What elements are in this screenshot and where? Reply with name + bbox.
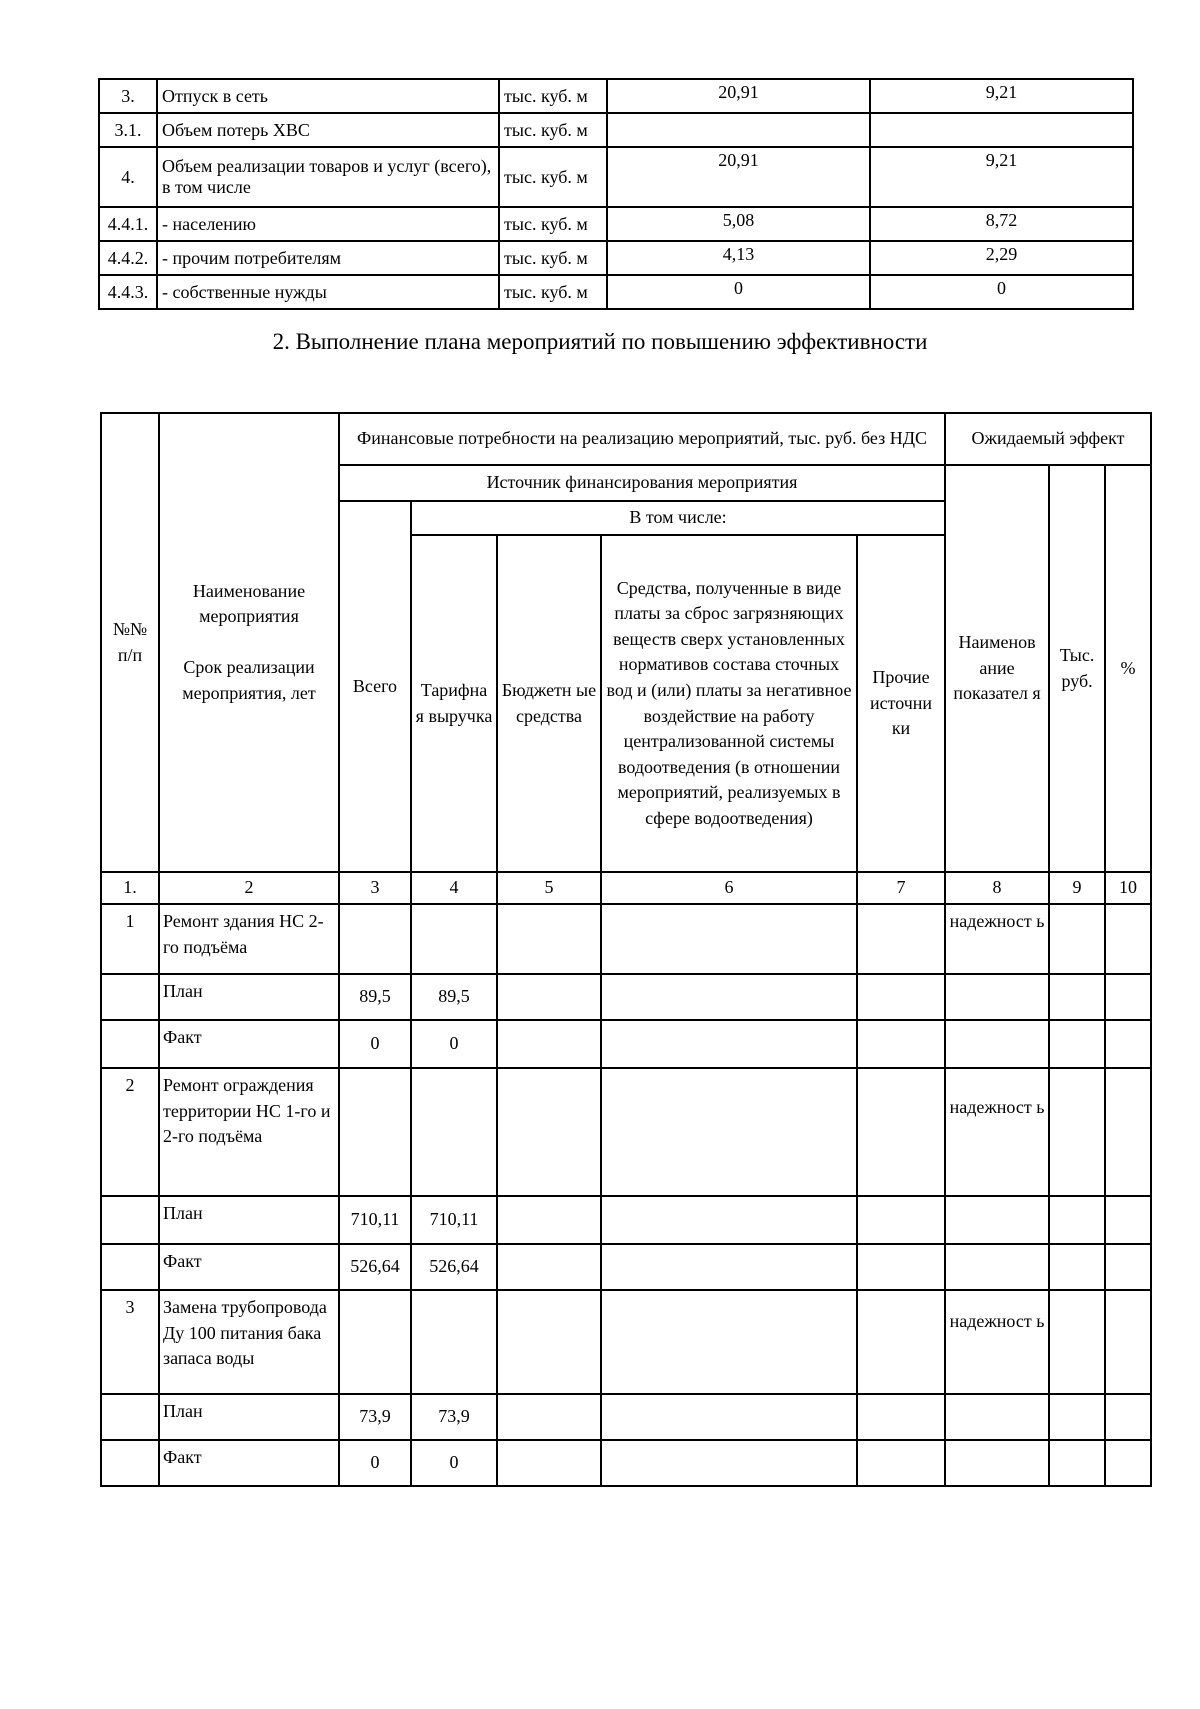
fact-tariff: 526,64 <box>411 1244 497 1290</box>
header-fees: Средства, полученные в виде платы за сброс загрязняющих веществ сверх установленных нормативов состава сточных вод и (или) платы за негативное воздействие на работу централизованной системы водоотведения (в отношении мероприятий, реализуемых в сфере водоотведения) <box>601 535 857 872</box>
row-name: Объем реализации товаров и услуг (всего), в том числе <box>157 147 499 207</box>
item-indicator: надежност ь <box>945 1068 1049 1196</box>
table-row <box>99 79 1133 113</box>
item-number: 1 <box>101 904 159 974</box>
item-indicator: надежност ь <box>945 904 1049 974</box>
header-row <box>101 413 1151 465</box>
plan-tariff: 89,5 <box>411 974 497 1020</box>
header-total: Всего <box>339 501 411 872</box>
plan-row <box>101 1196 1151 1244</box>
row-number: 4.4.1. <box>99 207 157 241</box>
col-number: 4 <box>411 872 497 904</box>
fact-label: Факт <box>159 1244 339 1290</box>
col-number: 1. <box>101 872 159 904</box>
item-number: 3 <box>101 1290 159 1394</box>
row-unit: тыс. куб. м <box>499 79 607 113</box>
header-indicator: Наименов ание показател я <box>945 465 1049 872</box>
table-row <box>99 207 1133 241</box>
col-number: 5 <box>497 872 601 904</box>
row-number: 4.4.2. <box>99 241 157 275</box>
fact-label: Факт <box>159 1440 339 1486</box>
row-value-1: 5,08 <box>607 207 870 241</box>
fact-label: Факт <box>159 1020 339 1068</box>
efficiency-plan-table <box>100 412 1152 1487</box>
row-unit: тыс. куб. м <box>499 207 607 241</box>
row-value-2: 2,29 <box>870 241 1133 275</box>
plan-label: План <box>159 1394 339 1440</box>
fact-tariff: 0 <box>411 1440 497 1486</box>
row-number: 3.1. <box>99 113 157 147</box>
header-thous: Тыс. руб. <box>1049 465 1105 872</box>
row-number: 3. <box>99 79 157 113</box>
row-name: - населению <box>157 207 499 241</box>
col-number: 8 <box>945 872 1049 904</box>
row-unit: тыс. куб. м <box>499 275 607 309</box>
table-row <box>99 113 1133 147</box>
plan-label: План <box>159 974 339 1020</box>
item-row <box>101 904 1151 974</box>
row-value-2: 0 <box>870 275 1133 309</box>
header-effect: Ожидаемый эффект <box>945 413 1151 465</box>
plan-row <box>101 974 1151 1020</box>
row-value-2: 9,21 <box>870 79 1133 113</box>
header-name: Наименование мероприятия Срок реализации мероприятия, лет <box>159 413 339 872</box>
row-number: 4. <box>99 147 157 207</box>
table-row <box>99 147 1133 207</box>
plan-row <box>101 1394 1151 1440</box>
fact-total: 526,64 <box>339 1244 411 1290</box>
plan-total: 710,11 <box>339 1196 411 1244</box>
fact-row <box>101 1244 1151 1290</box>
item-row <box>101 1290 1151 1394</box>
row-name: - прочим потребителям <box>157 241 499 275</box>
row-unit: тыс. куб. м <box>499 147 607 207</box>
row-value-2: 8,72 <box>870 207 1133 241</box>
row-unit: тыс. куб. м <box>499 113 607 147</box>
header-budget: Бюджетн ые средства <box>497 535 601 872</box>
row-value-2: 9,21 <box>870 147 1133 207</box>
col-number: 7 <box>857 872 945 904</box>
section-title: 2. Выполнение плана мероприятий по повышению эффективности <box>272 329 928 354</box>
col-number: 2 <box>159 872 339 904</box>
header-source: Источник финансирования мероприятия <box>339 465 945 501</box>
row-number: 4.4.3. <box>99 275 157 309</box>
header-including: В том числе: <box>411 501 945 535</box>
fact-row <box>101 1440 1151 1486</box>
table-row <box>99 275 1133 309</box>
row-name: Объем потерь ХВС <box>157 113 499 147</box>
item-number: 2 <box>101 1068 159 1196</box>
row-value-1: 20,91 <box>607 79 870 113</box>
header-finance: Финансовые потребности на реализацию мероприятий, тыс. руб. без НДС <box>339 413 945 465</box>
item-row <box>101 1068 1151 1196</box>
plan-label: План <box>159 1196 339 1244</box>
row-value-1: 0 <box>607 275 870 309</box>
volume-table <box>98 78 1134 310</box>
item-name: Ремонт здания НС 2-го подъёма <box>159 904 339 974</box>
item-name: Замена трубопровода Ду 100 питания бака запаса воды <box>159 1290 339 1394</box>
plan-tariff: 73,9 <box>411 1394 497 1440</box>
header-number: №№ п/п <box>101 413 159 872</box>
col-number: 6 <box>601 872 857 904</box>
row-unit: тыс. куб. м <box>499 241 607 275</box>
col-number: 3 <box>339 872 411 904</box>
row-value-1: 20,91 <box>607 147 870 207</box>
table-row <box>99 241 1133 275</box>
column-numbers-row <box>101 872 1151 904</box>
fact-total: 0 <box>339 1440 411 1486</box>
header-tariff: Тарифна я выручка <box>411 535 497 872</box>
row-value-1: 4,13 <box>607 241 870 275</box>
row-value-2 <box>870 113 1133 147</box>
plan-total: 89,5 <box>339 974 411 1020</box>
fact-row <box>101 1020 1151 1068</box>
fact-total: 0 <box>339 1020 411 1068</box>
item-indicator: надежност ь <box>945 1290 1049 1394</box>
plan-tariff: 710,11 <box>411 1196 497 1244</box>
item-name: Ремонт ограждения территории НС 1-го и 2-го подъёма <box>159 1068 339 1196</box>
row-name: Отпуск в сеть <box>157 79 499 113</box>
col-number: 10 <box>1105 872 1151 904</box>
fact-tariff: 0 <box>411 1020 497 1068</box>
row-value-1 <box>607 113 870 147</box>
header-percent: % <box>1105 465 1151 872</box>
col-number: 9 <box>1049 872 1105 904</box>
header-other: Прочие источни ки <box>857 535 945 872</box>
plan-total: 73,9 <box>339 1394 411 1440</box>
row-name: - собственные нужды <box>157 275 499 309</box>
